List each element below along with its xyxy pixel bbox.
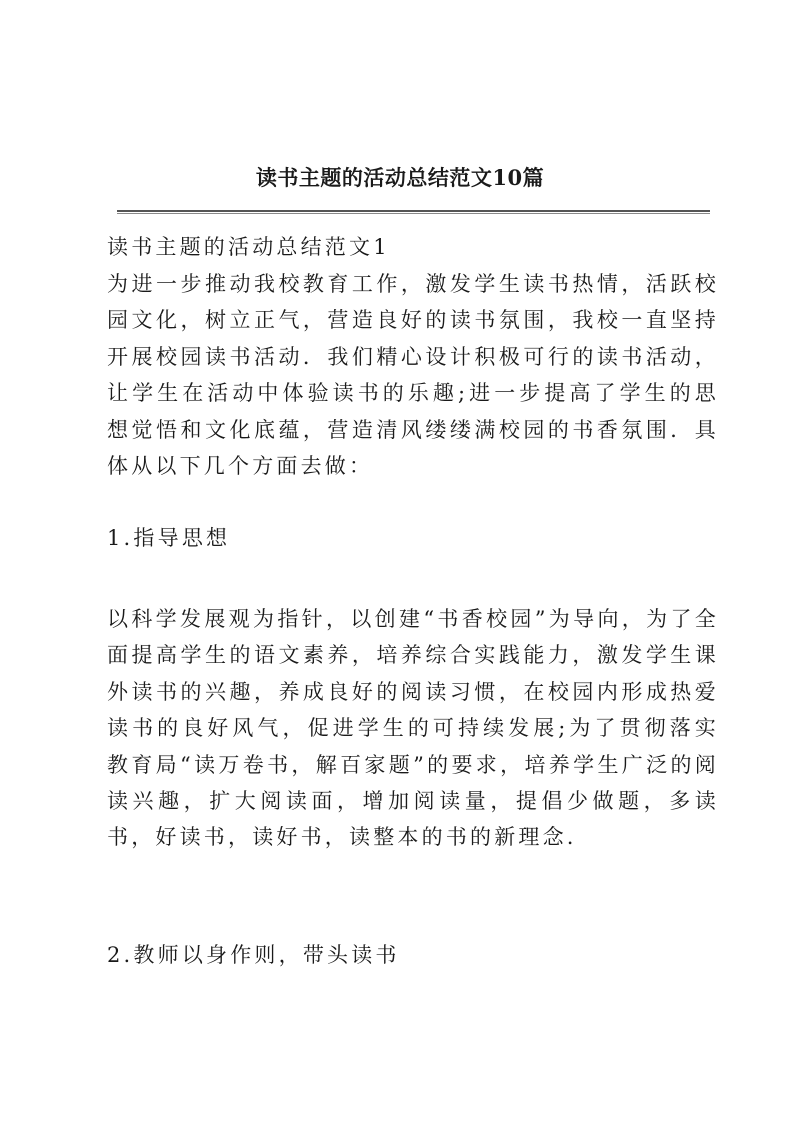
title-divider xyxy=(117,210,710,214)
section-subtitle: 读书主题的活动总结范文1 xyxy=(107,235,390,259)
document-title: 读书主题的活动总结范文10篇 xyxy=(255,165,545,190)
section-heading-guiding-ideology: 1.指导思想 xyxy=(107,526,231,550)
guiding-ideology-paragraph: 以科学发展观为指针，以创建“书香校园”为导向，为了全面提高学生的语文素养，培养综合实践能力，激发学生课外读书的兴趣，养成良好的阅读习惯，在校园内形成热爱读书的良好风气，促进学生的可持续发展;为了贯彻落实教育局“读万卷书，解百家题”的要求，培养学生广泛的阅读兴趣，扩大阅读面，增加阅读量，提倡少做题，多读书，好读书，读好书，读整本的书的新理念. xyxy=(107,607,719,850)
intro-paragraph: 为进一步推动我校教育工作，激发学生读书热情，活跃校园文化，树立正气，营造良好的读书氛围，我校一直坚持开展校园读书活动．我们精心设计积极可行的读书活动，让学生在活动中体验读书的乐趣;进一步提高了学生的思想觉悟和文化底蕴，营造清风缕缕满校园的书香氛围．具体从以下几个方面去做： xyxy=(107,272,719,479)
section-heading-teachers-lead: 2.教师以身作则，带头读书 xyxy=(107,943,400,967)
